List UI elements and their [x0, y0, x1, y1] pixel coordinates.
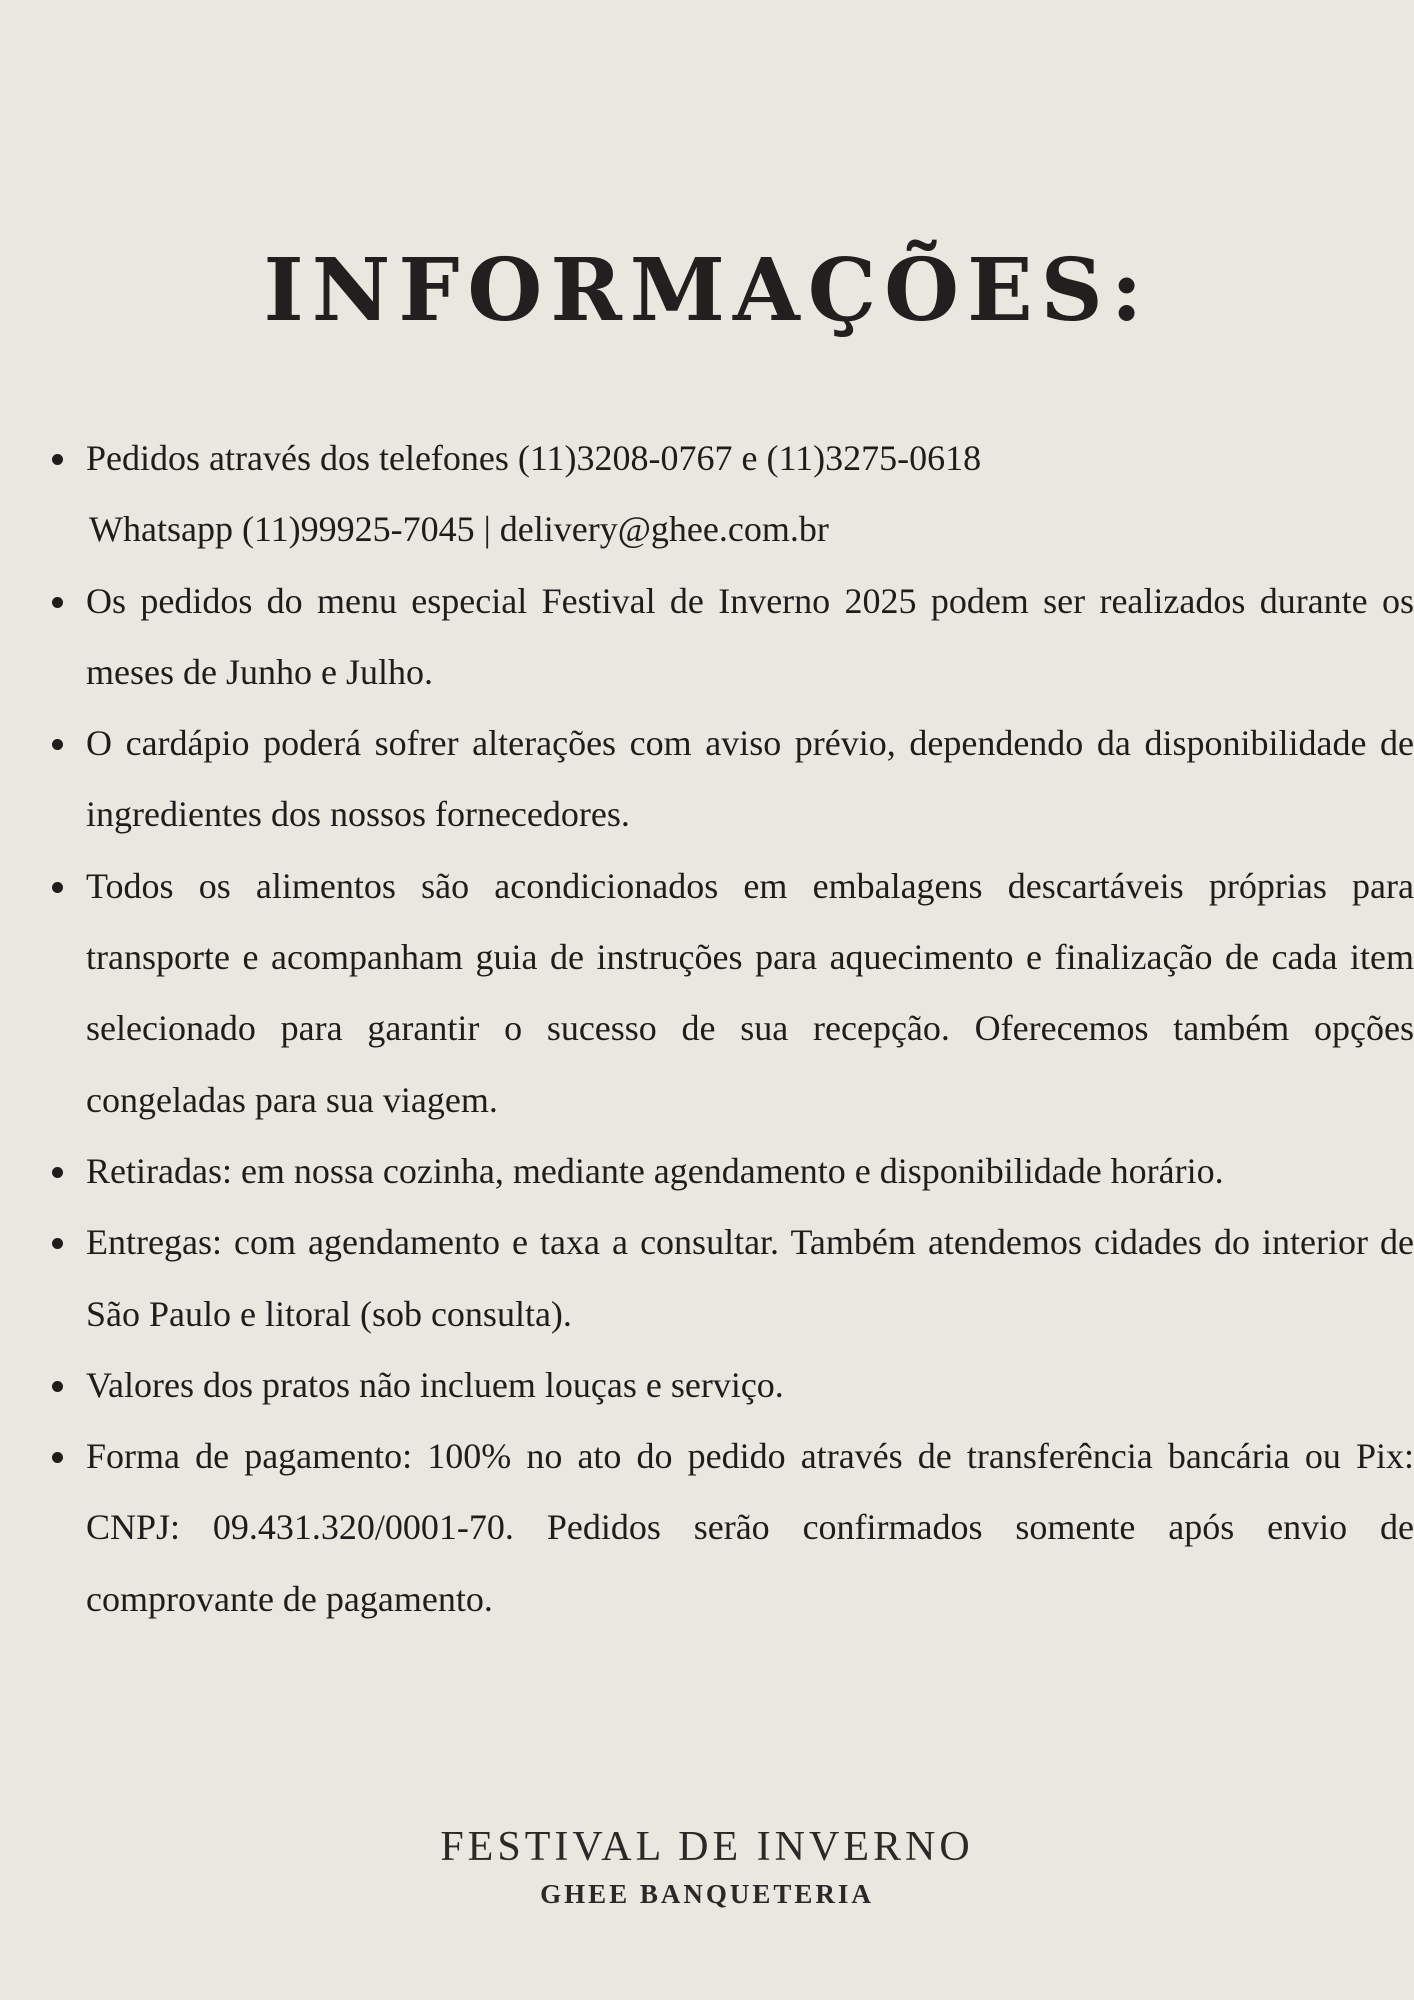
- list-item-pickup: Retiradas: em nossa cozinha, mediante agendamento e disponibilidade horário.: [86, 1136, 1414, 1207]
- list-item-packaging: Todos os alimentos são acondicionados em embalagens descartáveis próprias para transporte e acompanham guia de instruções para aquecimento e finalização de cada item selecionado para garantir o sucesso de sua recepção. Oferecemos também opções congeladas para sua viagem.: [86, 851, 1414, 1136]
- list-item-delivery: Entregas: com agendamento e taxa a consultar. Também atendemos cidades do interior de São Paulo e litoral (sob consulta).: [86, 1207, 1414, 1350]
- orders-whatsapp-email-text: Whatsapp (11)99925-7045 | delivery@ghee.com.br: [89, 509, 829, 550]
- footer-title: FESTIVAL DE INVERNO: [440, 1824, 974, 1870]
- list-item-festival-period: Os pedidos do menu especial Festival de Inverno 2025 podem ser realizados durante os meses de Junho e Julho.: [86, 566, 1414, 709]
- footer-subtitle: GHEE BANQUETERIA: [540, 1879, 874, 1909]
- list-item-payment: Forma de pagamento: 100% no ato do pedido através de transferência bancária ou Pix: CNPJ: 09.431.320/0001-70. Pedidos serão confirmados somente após envio de comprovante de pagamento.: [86, 1421, 1414, 1635]
- page-title: INFORMAÇÕES:: [263, 240, 1151, 341]
- list-item-menu-changes: O cardápio poderá sofrer alterações com aviso prévio, dependendo da disponibilidade de ingredientes dos nossos fornecedores.: [86, 708, 1414, 851]
- orders-phones-text: Pedidos através dos telefones (11)3208-0767 e (11)3275-0618: [86, 438, 982, 478]
- list-item-prices: Valores dos pratos não incluem louças e serviço.: [86, 1350, 1414, 1421]
- info-list: [86, 423, 1414, 1635]
- list-item-orders: [86, 423, 1414, 566]
